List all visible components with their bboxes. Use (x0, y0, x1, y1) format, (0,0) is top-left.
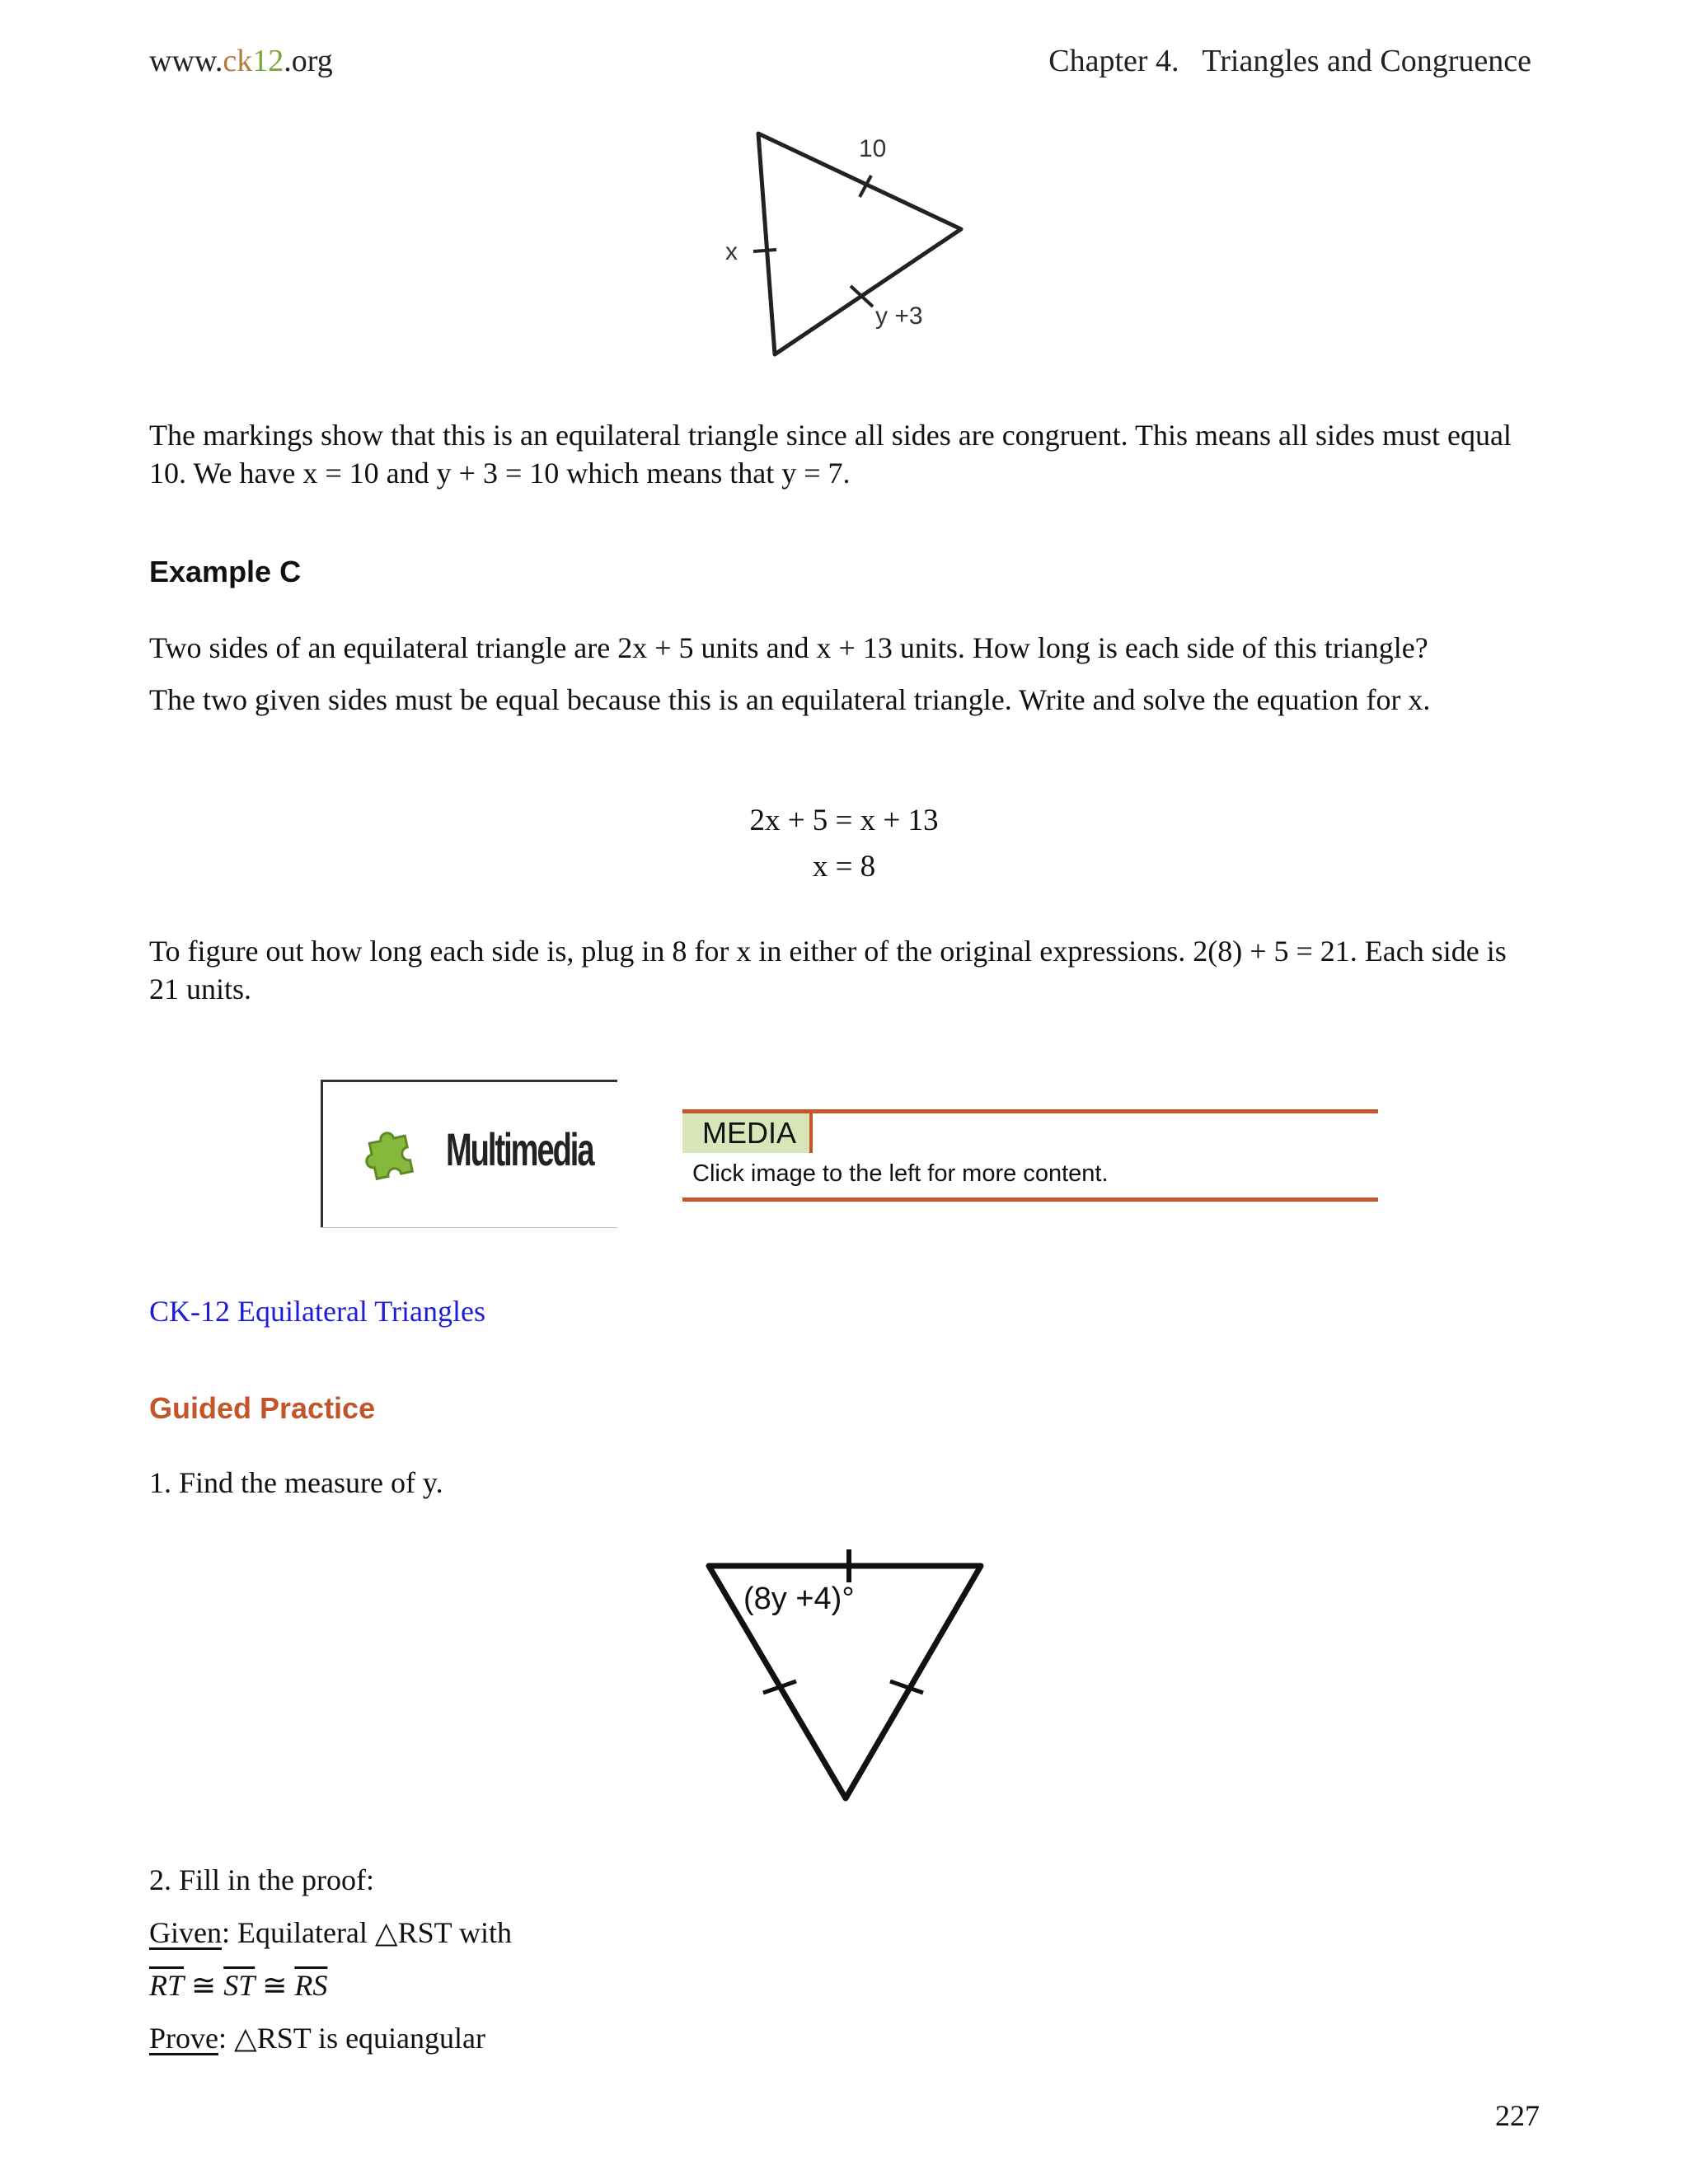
site-url[interactable] (149, 43, 333, 79)
example-c-explanation: The two given sides must be equal because this is an equilateral triangle. Write and solve the equation for x. (149, 683, 1431, 716)
paragraph-line: 21 units. (149, 972, 252, 1005)
site-url-www: www. (149, 44, 223, 78)
media-panel (682, 1109, 1378, 1202)
congruent-symbol: ≅ (255, 1969, 295, 2002)
segment-rs: $\overline{RS}$ (294, 1969, 328, 2002)
paragraph-line: 10. We have x = 10 and y + 3 = 10 which means that y = 7. (149, 457, 851, 490)
multimedia-button[interactable] (321, 1080, 617, 1228)
media-tag: MEDIA (682, 1113, 813, 1153)
given-text: : Equilateral △RST with (221, 1916, 512, 1949)
guided-practice-heading: Guided Practice (149, 1391, 376, 1425)
prove-text: : △RST is equiangular (218, 2022, 485, 2055)
equilateral-explanation (149, 416, 1540, 492)
page-number: 227 (1495, 2099, 1540, 2132)
example-c-question: Two sides of an equilateral triangle are 2x + 5 units and x + 13 units. How long is each side of this triangle? (149, 631, 1428, 664)
segment-st: $\overline{ST}$ (223, 1969, 256, 2002)
example-c-heading: Example C (149, 555, 302, 588)
ck12-equilateral-triangles-link[interactable]: CK-12 Equilateral Triangles (149, 1295, 485, 1328)
side-label-left: x (725, 238, 738, 265)
media-note: Click image to the left for more content. (692, 1160, 1109, 1187)
segment-rt: $\overline{RT}$ (149, 1969, 185, 2002)
site-url-org: .org (284, 44, 333, 78)
proof-prove (149, 2019, 1540, 2057)
angle-label: (8y +4)° (743, 1582, 855, 1616)
example-c-result (149, 932, 1540, 1008)
equilateral-triangle-figure (701, 124, 981, 363)
practice-question-1: 1. Find the measure of y. (149, 1466, 443, 1499)
triangle-shape (758, 134, 961, 354)
equation-line-2: x = 8 (812, 850, 876, 883)
chapter-title: Chapter 4. Triangles and Congruence (1048, 44, 1531, 78)
congruent-symbol: ≅ (184, 1969, 224, 2002)
tick-mark-left (753, 250, 776, 251)
given-label: Given (149, 1916, 222, 1949)
proof-congruence (149, 1966, 1540, 2004)
puzzle-piece-icon (360, 1121, 423, 1183)
site-url-12: 12 (252, 44, 284, 78)
paragraph-line: To figure out how long each side is, plug in 8 for x in either of the original expressions. 2(8) + 5 = 21. Each side is (149, 935, 1507, 968)
site-url-ck: ck (223, 44, 253, 78)
proof-given (149, 1914, 1540, 1952)
equation-line-1: 2x + 5 = x + 13 (749, 804, 939, 837)
side-label-bottom: y +3 (875, 302, 923, 330)
prove-label: Prove (149, 2022, 218, 2055)
multimedia-label: Multimedia (446, 1123, 593, 1175)
inverted-triangle-figure (692, 1541, 997, 1805)
practice-question-2: 2. Fill in the proof: (149, 1863, 374, 1896)
side-label-top: 10 (859, 135, 887, 162)
paragraph-line: The markings show that this is an equilateral triangle since all sides are congruent. This means all sides must equal (149, 419, 1512, 452)
